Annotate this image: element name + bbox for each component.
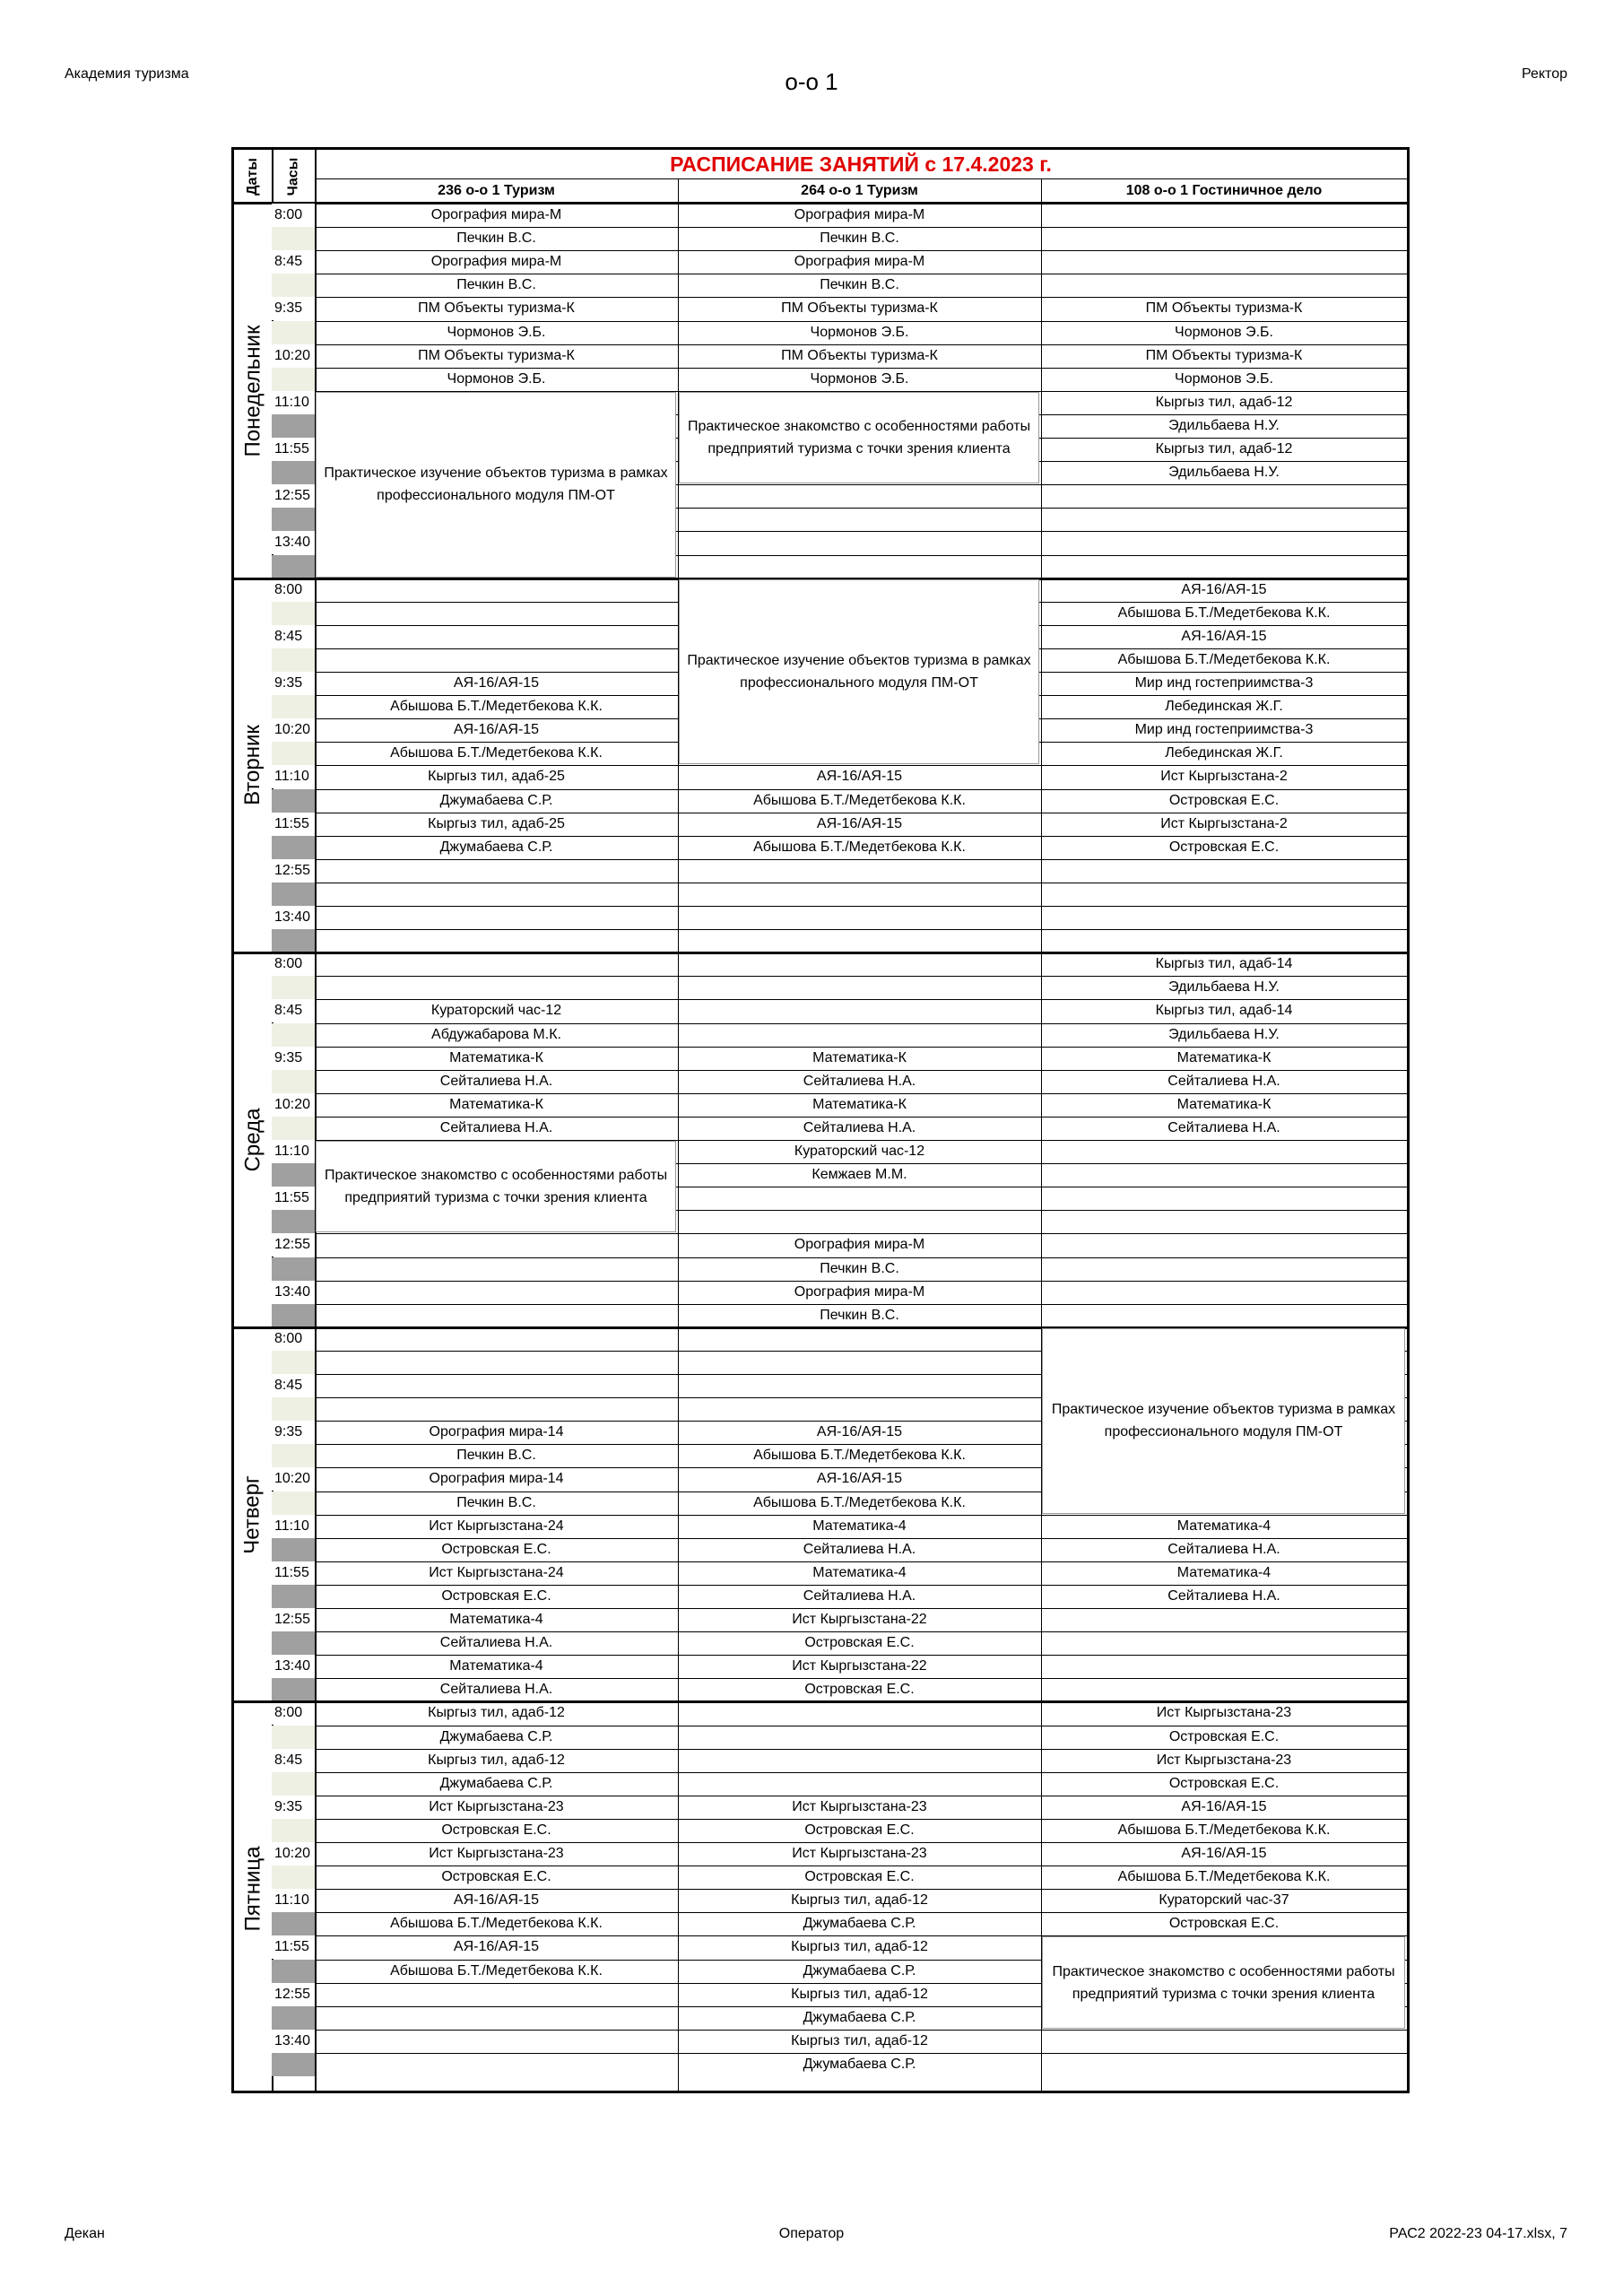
time-slot-shade bbox=[272, 1397, 315, 1421]
schedule-cell: Кыргыз тил, адаб-12 bbox=[791, 2032, 928, 2048]
schedule-cell: Орография мира-М bbox=[430, 254, 562, 270]
schedule-cell: Джумабаева С.Р. bbox=[439, 839, 553, 855]
time-slot: 11:10 bbox=[274, 394, 309, 410]
schedule-cell: Сейталиева Н.А. bbox=[1167, 1541, 1280, 1557]
schedule-cell: Мир инд гостеприимства-3 bbox=[1134, 675, 1314, 691]
schedule-cell: Джумабаева С.Р. bbox=[439, 792, 553, 808]
day-name-label: Понедельник bbox=[240, 325, 265, 457]
schedule-cell: Островская Е.С. bbox=[1168, 792, 1280, 808]
day-name bbox=[234, 578, 272, 953]
schedule-cell: Орография мира-М bbox=[794, 207, 925, 222]
schedule-cell: Сейталиева Н.А. bbox=[439, 1073, 553, 1089]
schedule-cell: Островская Е.С. bbox=[1168, 1775, 1280, 1791]
time-slot: 10:20 bbox=[274, 1471, 311, 1487]
schedule-cell: Кемжаев М.М. bbox=[812, 1167, 907, 1183]
schedule-cell: Ист Кыргызстана-22 bbox=[792, 1612, 927, 1627]
row-line bbox=[315, 859, 1407, 860]
schedule-cell: Кыргыз тил, адаб-25 bbox=[428, 815, 565, 831]
time-slot-shade bbox=[272, 368, 315, 391]
schedule-cell: АЯ-16/АЯ-15 bbox=[816, 769, 903, 785]
time-slot-shade bbox=[272, 1678, 315, 1701]
merged-activity-block: Практическое изучение объектов туризма в рамках профессионального модуля ПМ-ОТ bbox=[1042, 1328, 1405, 1514]
merged-activity-block: Практическое знакомство с особенностями работы предприятий туризма с точки зрения клиента bbox=[316, 1141, 676, 1232]
group-header: 108 о-о 1 Гостиничное дело bbox=[1125, 183, 1323, 198]
day-name bbox=[234, 1327, 272, 1702]
time-slot-shade bbox=[272, 1538, 315, 1561]
schedule-cell: Эдильбаева Н.У. bbox=[1168, 417, 1280, 433]
schedule-cell: Абышова Б.Т./Медетбекова К.К. bbox=[1117, 1822, 1331, 1838]
schedule-cell: Сейталиева Н.А. bbox=[803, 1541, 916, 1557]
schedule-cell: ПМ Объекты туризма-К bbox=[1145, 300, 1303, 317]
schedule-cell: Орография мира-14 bbox=[429, 1471, 564, 1487]
time-slot: 8:00 bbox=[274, 581, 303, 597]
time-slot-shade bbox=[272, 555, 315, 578]
merged-activity-block: Практическое знакомство с особенностями работы предприятий туризма с точки зрения клиента bbox=[1042, 1936, 1405, 2028]
schedule-cell: Абдужабарова М.К. bbox=[431, 1026, 561, 1042]
time-slot: 11:55 bbox=[274, 1939, 309, 1955]
time-slot-shade bbox=[272, 1912, 315, 1935]
schedule-cell: Печкин В.С. bbox=[820, 1307, 899, 1323]
row-line bbox=[315, 906, 1407, 907]
schedule-cell: Орография мира-М bbox=[794, 1237, 925, 1253]
schedule-cell: Чормонов Э.Б. bbox=[810, 324, 909, 340]
row-line bbox=[315, 929, 1407, 930]
schedule-cell: Ист Кыргызстана-24 bbox=[429, 1564, 564, 1580]
time-slot: 10:20 bbox=[274, 1096, 311, 1112]
merged-activity-block: Практическое изучение объектов туризма в рамках профессионального модуля ПМ-ОТ bbox=[679, 579, 1039, 765]
time-slot-shade bbox=[272, 461, 315, 484]
time-slot-shade bbox=[272, 1444, 315, 1467]
schedule-cell: Математика-К bbox=[449, 1049, 543, 1065]
time-slot: 11:55 bbox=[274, 1190, 309, 1206]
schedule-cell: Сейталиева Н.А. bbox=[1167, 1119, 1280, 1135]
time-slot-shade bbox=[272, 1585, 315, 1608]
group-header: 236 о-о 1 Туризм bbox=[438, 183, 555, 198]
schedule-cell: Ист Кыргызстана-23 bbox=[429, 1798, 564, 1814]
time-slot-shade bbox=[272, 1492, 315, 1515]
schedule-cell: Абышова Б.Т./Медетбекова К.К. bbox=[390, 1962, 603, 1979]
schedule-cell: Математика-К bbox=[812, 1096, 907, 1112]
time-slot: 8:00 bbox=[274, 956, 303, 972]
schedule-cell: Лебединская Ж.Г. bbox=[1165, 745, 1283, 761]
schedule-cell: Печкин В.С. bbox=[820, 1260, 899, 1276]
time-slot: 11:55 bbox=[274, 815, 309, 831]
schedule-cell: Кыргыз тил, адаб-12 bbox=[1155, 441, 1293, 457]
schedule-cell: Абышова Б.Т./Медетбекова К.К. bbox=[1117, 1869, 1331, 1885]
schedule-cell: Ист Кыргызстана-23 bbox=[792, 1846, 927, 1861]
schedule-cell: Джумабаева С.Р. bbox=[803, 2056, 916, 2072]
schedule-cell: АЯ-16/АЯ-15 bbox=[1181, 581, 1267, 597]
schedule-cell: Абышова Б.Т./Медетбекова К.К. bbox=[753, 1448, 966, 1464]
time-slot-shade bbox=[272, 227, 315, 250]
schedule-cell: Ист Кыргызстана-23 bbox=[429, 1846, 564, 1861]
time-slot-shade bbox=[272, 929, 315, 952]
time-slot-shade bbox=[272, 602, 315, 625]
schedule-cell: Джумабаева С.Р. bbox=[803, 1916, 916, 1932]
schedule-cell: Абышова Б.Т./Медетбекова К.К. bbox=[1117, 651, 1331, 667]
time-slot: 9:35 bbox=[274, 1049, 303, 1065]
schedule-cell: Печкин В.С. bbox=[456, 1494, 536, 1510]
time-slot-shade bbox=[272, 508, 315, 531]
schedule-cell: Островская Е.С. bbox=[1168, 1916, 1280, 1932]
schedule-cell: Математика-К bbox=[1176, 1049, 1271, 1065]
schedule-cell: Островская Е.С. bbox=[804, 1822, 915, 1838]
schedule-cell: АЯ-16/АЯ-15 bbox=[453, 1892, 540, 1909]
schedule-cell: Джумабаева С.Р. bbox=[439, 1775, 553, 1791]
merged-activity-block: Практическое знакомство с особенностями работы предприятий туризма с точки зрения клиента bbox=[679, 392, 1039, 483]
time-slot: 9:35 bbox=[274, 300, 303, 317]
time-slot: 8:45 bbox=[274, 1752, 303, 1768]
schedule-cell: Островская Е.С. bbox=[1168, 1728, 1280, 1744]
schedule-cell: АЯ-16/АЯ-15 bbox=[816, 1471, 903, 1487]
schedule-cell: Печкин В.С. bbox=[456, 277, 536, 293]
schedule-cell: ПМ Объекты туризма-К bbox=[781, 300, 938, 317]
schedule-cell: Абышова Б.Т./Медетбекова К.К. bbox=[753, 792, 966, 808]
schedule-cell: АЯ-16/АЯ-15 bbox=[1181, 628, 1267, 644]
schedule-cell: Кыргыз тил, адаб-12 bbox=[428, 1752, 565, 1768]
time-slot: 10:20 bbox=[274, 722, 311, 738]
hours-header bbox=[272, 150, 315, 204]
schedule-cell: Математика-4 bbox=[1176, 1564, 1271, 1580]
schedule-cell: Ист Кыргызстана-23 bbox=[1156, 1752, 1292, 1768]
schedule-cell: Математика-4 bbox=[1176, 1518, 1271, 1534]
time-slot-shade bbox=[272, 1726, 315, 1749]
time-slot: 11:10 bbox=[274, 1892, 309, 1909]
schedule-cell: Чормонов Э.Б. bbox=[810, 370, 909, 387]
schedule-cell: Орография мира-М bbox=[794, 1283, 925, 1300]
time-slot-shade bbox=[272, 321, 315, 344]
time-slot: 13:40 bbox=[274, 535, 311, 551]
time-slot: 8:45 bbox=[274, 1003, 303, 1019]
schedule-cell: Кыргыз тил, адаб-12 bbox=[791, 1939, 928, 1955]
schedule-cell: Ист Кыргызстана-23 bbox=[792, 1798, 927, 1814]
day-name bbox=[234, 1701, 272, 2076]
schedule-cell: Островская Е.С. bbox=[441, 1541, 551, 1557]
schedule-cell: Кыргыз тил, адаб-12 bbox=[1155, 394, 1293, 410]
time-slot: 13:40 bbox=[274, 1283, 311, 1300]
schedule-cell: Кураторский час-12 bbox=[794, 1144, 925, 1159]
schedule-cell: ПМ Объекты туризма-К bbox=[1145, 347, 1303, 363]
schedule-cell: Лебединская Ж.Г. bbox=[1165, 699, 1283, 715]
time-slot-shade bbox=[272, 1819, 315, 1842]
schedule-cell: АЯ-16/АЯ-15 bbox=[816, 815, 903, 831]
time-slot-shade bbox=[272, 274, 315, 297]
time-slot: 11:10 bbox=[274, 1518, 309, 1534]
time-slot-shade bbox=[272, 1960, 315, 1983]
schedule-cell: Печкин В.С. bbox=[820, 230, 899, 247]
schedule-cell: Печкин В.С. bbox=[456, 230, 536, 247]
time-slot-shade bbox=[272, 414, 315, 438]
operator-label: Оператор bbox=[778, 2226, 845, 2241]
merged-activity-block: Практическое изучение объектов туризма в рамках профессионального модуля ПМ-ОТ bbox=[316, 392, 676, 578]
time-slot: 12:55 bbox=[274, 862, 311, 878]
day-name bbox=[234, 204, 272, 578]
schedule-cell: Мир инд гостеприимства-3 bbox=[1134, 722, 1314, 738]
schedule-cell: Чормонов Э.Б. bbox=[447, 370, 546, 387]
schedule-cell: Математика-К bbox=[1176, 1096, 1271, 1112]
time-slot: 11:55 bbox=[274, 1564, 309, 1580]
schedule-cell: Абышова Б.Т./Медетбекова К.К. bbox=[753, 839, 966, 855]
schedule-cell: Ист Кыргызстана-23 bbox=[1156, 1705, 1292, 1721]
time-slot: 8:45 bbox=[274, 1378, 303, 1393]
time-slot: 8:00 bbox=[274, 1705, 303, 1721]
time-slot: 8:00 bbox=[274, 1330, 303, 1346]
time-slot: 12:55 bbox=[274, 1986, 311, 2002]
schedule-cell: Орография мира-М bbox=[794, 254, 925, 270]
time-slot-shade bbox=[272, 976, 315, 999]
day-name bbox=[234, 952, 272, 1327]
time-slot: 10:20 bbox=[274, 1846, 311, 1861]
rector-label: Ректор bbox=[1522, 66, 1567, 82]
schedule-cell: Сейталиева Н.А. bbox=[1167, 1587, 1280, 1604]
time-slot-shade bbox=[272, 883, 315, 906]
schedule-cell: Чормонов Э.Б. bbox=[1175, 370, 1273, 387]
schedule-cell: Абышова Б.Т./Медетбекова К.К. bbox=[390, 745, 603, 761]
group-header: 264 о-о 1 Туризм bbox=[801, 183, 918, 198]
schedule-cell: Чормонов Э.Б. bbox=[1175, 324, 1273, 340]
dates-header-label: Даты bbox=[244, 158, 260, 196]
schedule-cell: Абышова Б.Т./Медетбекова К.К. bbox=[390, 1916, 603, 1932]
schedule-cell: Сейталиева Н.А. bbox=[439, 1682, 553, 1698]
schedule-title: РАСПИСАНИЕ ЗАНЯТИЙ с 17.4.2023 г. bbox=[670, 152, 1052, 176]
schedule-cell: Кыргыз тил, адаб-12 bbox=[791, 1986, 928, 2002]
time-slot-shade bbox=[272, 1304, 315, 1327]
time-slot-shade bbox=[272, 836, 315, 859]
schedule-cell: Кыргыз тил, адаб-14 bbox=[1155, 956, 1293, 972]
schedule-cell: Эдильбаева Н.У. bbox=[1168, 465, 1280, 481]
schedule-cell: Печкин В.С. bbox=[820, 277, 899, 293]
schedule-cell: Эдильбаева Н.У. bbox=[1168, 979, 1280, 996]
file-reference: РАС2 2022-23 04-17.xlsx, 7 bbox=[1389, 2226, 1567, 2241]
time-slot-shade bbox=[272, 1023, 315, 1047]
time-slot: 9:35 bbox=[274, 675, 303, 691]
time-slot-shade bbox=[272, 789, 315, 813]
schedule-cell: Джумабаева С.Р. bbox=[803, 1962, 916, 1979]
schedule-cell: Ист Кыргызстана-2 bbox=[1160, 815, 1288, 831]
time-slot-shade bbox=[272, 2053, 315, 2076]
schedule-cell: Кыргыз тил, адаб-12 bbox=[428, 1705, 565, 1721]
schedule-cell: Орография мира-14 bbox=[429, 1424, 564, 1440]
schedule-cell: Абышова Б.Т./Медетбекова К.К. bbox=[753, 1494, 966, 1510]
schedule-cell: АЯ-16/АЯ-15 bbox=[453, 675, 540, 691]
schedule-cell: ПМ Объекты туризма-К bbox=[418, 300, 575, 317]
schedule-cell: Абышова Б.Т./Медетбекова К.К. bbox=[1117, 604, 1331, 621]
schedule-cell: Сейталиева Н.А. bbox=[439, 1119, 553, 1135]
schedule-cell: Джумабаева С.Р. bbox=[439, 1728, 553, 1744]
schedule-cell: Орография мира-М bbox=[430, 207, 562, 222]
schedule-cell: Островская Е.С. bbox=[1168, 839, 1280, 855]
schedule-cell: АЯ-16/АЯ-15 bbox=[1181, 1798, 1267, 1814]
time-slot: 13:40 bbox=[274, 2032, 311, 2048]
schedule-cell: АЯ-16/АЯ-15 bbox=[453, 722, 540, 738]
day-name-label: Среда bbox=[240, 1108, 265, 1172]
page-title: о-о 1 bbox=[785, 68, 838, 95]
time-slot: 10:20 bbox=[274, 347, 311, 363]
schedule-cell: Печкин В.С. bbox=[456, 1448, 536, 1464]
schedule-cell: Островская Е.С. bbox=[804, 1682, 915, 1698]
time-slot: 13:40 bbox=[274, 909, 311, 925]
schedule-cell: Ист Кыргызстана-22 bbox=[792, 1658, 927, 1674]
schedule-cell: Кыргыз тил, адаб-12 bbox=[791, 1892, 928, 1909]
time-slot-shade bbox=[272, 648, 315, 672]
time-slot-shade bbox=[272, 2006, 315, 2030]
time-slot-shade bbox=[272, 1351, 315, 1374]
schedule-cell: Ист Кыргызстана-2 bbox=[1160, 769, 1288, 785]
day-name-label: Пятница bbox=[240, 1846, 265, 1932]
schedule-cell: АЯ-16/АЯ-15 bbox=[816, 1424, 903, 1440]
schedule-cell: ПМ Объекты туризма-К bbox=[781, 347, 938, 363]
schedule-cell: Математика-4 bbox=[812, 1564, 907, 1580]
time-slot: 12:55 bbox=[274, 488, 311, 504]
time-slot-shade bbox=[272, 1070, 315, 1093]
time-slot-shade bbox=[272, 1631, 315, 1655]
schedule-cell: Абышова Б.Т./Медетбекова К.К. bbox=[390, 699, 603, 715]
schedule-cell: Островская Е.С. bbox=[441, 1822, 551, 1838]
schedule-cell: ПМ Объекты туризма-К bbox=[418, 347, 575, 363]
schedule-cell: Островская Е.С. bbox=[441, 1869, 551, 1885]
schedule-cell: Островская Е.С. bbox=[441, 1587, 551, 1604]
schedule-cell: АЯ-16/АЯ-15 bbox=[1181, 1846, 1267, 1861]
time-slot-shade bbox=[272, 1257, 315, 1281]
day-name-label: Четверг bbox=[240, 1474, 265, 1554]
time-slot-shade bbox=[272, 1210, 315, 1233]
schedule-cell: Чормонов Э.Б. bbox=[447, 324, 546, 340]
day-name-label: Вторник bbox=[240, 725, 265, 806]
time-slot-shade bbox=[272, 1163, 315, 1187]
dean-label: Декан bbox=[65, 2226, 105, 2241]
time-slot-shade bbox=[272, 1866, 315, 1889]
time-slot: 11:10 bbox=[274, 769, 309, 785]
schedule-cell: Кураторский час-12 bbox=[430, 1003, 562, 1019]
schedule-cell: Ист Кыргызстана-24 bbox=[429, 1518, 564, 1534]
schedule-cell: Сейталиева Н.А. bbox=[803, 1587, 916, 1604]
schedule-cell: Островская Е.С. bbox=[804, 1635, 915, 1651]
time-slot: 9:35 bbox=[274, 1424, 303, 1440]
schedule-cell: Математика-4 bbox=[449, 1612, 543, 1627]
academy-name: Академия туризма bbox=[65, 66, 189, 82]
schedule-cell: АЯ-16/АЯ-15 bbox=[453, 1939, 540, 1955]
time-slot: 8:45 bbox=[274, 254, 303, 270]
time-slot-shade bbox=[272, 742, 315, 765]
time-slot: 8:00 bbox=[274, 207, 303, 222]
schedule-cell: Сейталиева Н.А. bbox=[1167, 1073, 1280, 1089]
time-slot-shade bbox=[272, 695, 315, 718]
schedule-cell: Кыргыз тил, адаб-14 bbox=[1155, 1003, 1293, 1019]
schedule-cell: Математика-К bbox=[812, 1049, 907, 1065]
time-slot: 11:10 bbox=[274, 1144, 309, 1159]
time-slot: 12:55 bbox=[274, 1237, 311, 1253]
schedule-cell: Кураторский час-37 bbox=[1159, 1892, 1289, 1909]
hours-header-label: Часы bbox=[284, 157, 300, 196]
schedule-table bbox=[231, 147, 1410, 2093]
schedule-cell: Сейталиева Н.А. bbox=[439, 1635, 553, 1651]
schedule-cell: Математика-4 bbox=[812, 1518, 907, 1534]
schedule-cell: Кыргыз тил, адаб-25 bbox=[428, 769, 565, 785]
dates-header bbox=[234, 150, 272, 204]
time-slot: 12:55 bbox=[274, 1612, 311, 1627]
schedule-cell: Островская Е.С. bbox=[804, 1869, 915, 1885]
time-slot-shade bbox=[272, 1772, 315, 1796]
schedule-cell: Сейталиева Н.А. bbox=[803, 1119, 916, 1135]
time-slot: 8:45 bbox=[274, 628, 303, 644]
schedule-cell: Сейталиева Н.А. bbox=[803, 1073, 916, 1089]
schedule-cell: Математика-4 bbox=[449, 1658, 543, 1674]
schedule-cell: Математика-К bbox=[449, 1096, 543, 1112]
time-slot: 9:35 bbox=[274, 1798, 303, 1814]
schedule-cell: Эдильбаева Н.У. bbox=[1168, 1026, 1280, 1042]
time-slot: 13:40 bbox=[274, 1658, 311, 1674]
schedule-cell: Джумабаева С.Р. bbox=[803, 2009, 916, 2025]
time-slot: 11:55 bbox=[274, 441, 309, 457]
time-slot-shade bbox=[272, 1117, 315, 1140]
